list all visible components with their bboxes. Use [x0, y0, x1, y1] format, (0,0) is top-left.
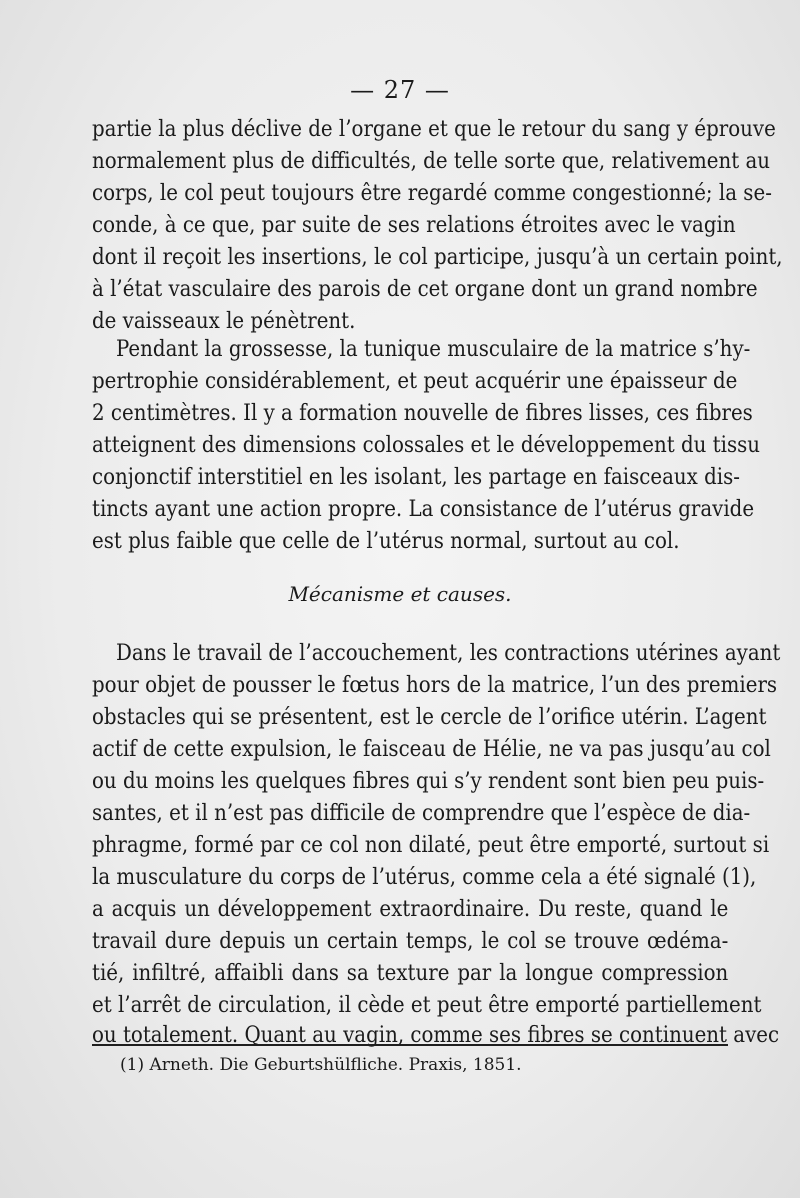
text-line: Dans le travail de l’accouchement, les contractions utérines ayant [116, 641, 781, 666]
text-line: conde, à ce que, par suite de ses relations étroites avec le vagin [92, 213, 736, 238]
text-line: travail dure depuis un certain temps, le col se trouve œdéma- [92, 929, 729, 954]
text-line: est plus faible que celle de l’utérus normal, surtout au col. [92, 529, 680, 554]
text-line: obstacles qui se présentent, est le cercle de l’orifice utérin. L’agent [92, 705, 767, 730]
text-line: et l’arrêt de circulation, il cède et peut être emporté partiellement [92, 993, 762, 1018]
text-line: de vaisseaux le pénètrent. [92, 309, 356, 334]
text-line: partie la plus déclive de l’organe et que le retour du sang y éprouve [92, 117, 776, 142]
text-line: corps, le col peut toujours être regardé comme congestionné; la se- [92, 181, 772, 206]
text-line: pertrophie considérablement, et peut acquérir une épaisseur de [92, 369, 738, 394]
text-line: ou du moins les quelques fibres qui s’y rendent sont bien peu puis- [92, 769, 765, 794]
text-line: tié, infiltré, affaibli dans sa texture par la longue compression [92, 961, 729, 986]
text-line: dont il reçoit les insertions, le col participe, jusqu’à un certain point, [92, 245, 783, 270]
section-heading: Mécanisme et causes. [288, 582, 512, 606]
text-line: a acquis un développement extraordinaire. Du reste, quand le [92, 897, 729, 922]
text-line: actif de cette expulsion, le faisceau de Hélie, ne va pas jusqu’au col [92, 737, 771, 762]
text-line: à l’état vasculaire des parois de cet organe dont un grand nombre [92, 277, 758, 302]
text-line: Pendant la grossesse, la tunique musculaire de la matrice s’hy- [116, 337, 751, 362]
text-line: normalement plus de difficultés, de telle sorte que, relativement au [92, 149, 771, 174]
footnote-rule [92, 1044, 728, 1046]
text-line: conjonctif interstitiel en les isolant, les partage en faisceaux dis- [92, 465, 740, 490]
text-line: tincts ayant une action propre. La consistance de l’utérus gravide [92, 497, 755, 522]
text-line: pour objet de pousser le fœtus hors de la matrice, l’un des premiers [92, 673, 778, 698]
text-line: la musculature du corps de l’utérus, comme cela a été signalé (1), [92, 865, 757, 890]
text-line: santes, et il n’est pas difficile de comprendre que l’espèce de dia- [92, 801, 751, 826]
page-number: — 27 — [350, 76, 450, 104]
text-line: ou totalement. Quant au vagin, comme ses fibres se continuent avec [92, 1023, 780, 1048]
text-line: phragme, formé par ce col non dilaté, peut être emporté, surtout si [92, 833, 770, 858]
text-line: atteignent des dimensions colossales et le développement du tissu [92, 433, 761, 458]
footnote: (1) Arneth. Die Geburtshülfliche. Praxis, 1851. [120, 1055, 522, 1075]
text-line: 2 centimètres. Il y a formation nouvelle de fibres lisses, ces fibres [92, 401, 753, 426]
